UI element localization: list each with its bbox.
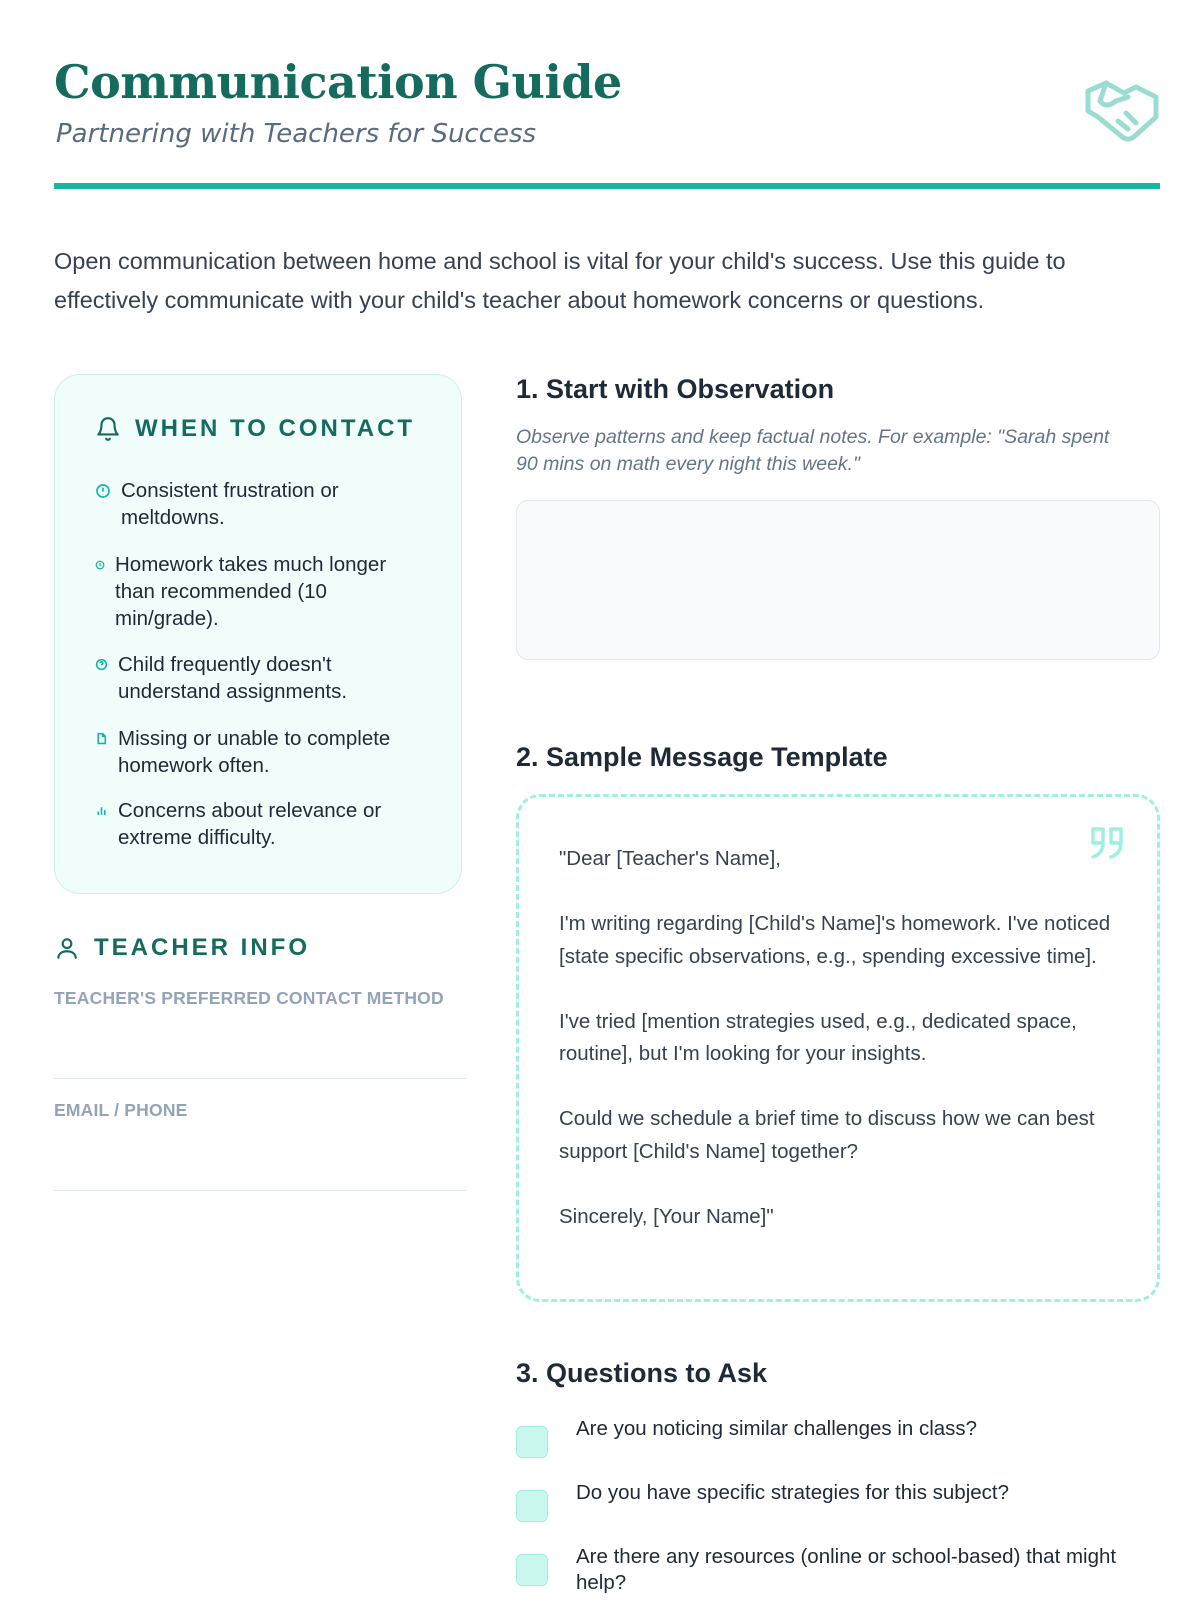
list-item xyxy=(95,551,425,651)
page xyxy=(54,0,1160,1600)
list-item-text: Consistent frustration or meltdowns. xyxy=(121,479,339,529)
header-divider xyxy=(54,183,1160,189)
teacher-info-heading-text: TEACHER INFO xyxy=(94,934,310,961)
list-item xyxy=(95,651,425,725)
file-icon xyxy=(95,732,108,745)
bell-icon xyxy=(95,416,121,442)
when-to-contact-card xyxy=(54,374,462,894)
email-phone-label: EMAIL / PHONE xyxy=(54,1100,188,1120)
alert-circle-icon xyxy=(95,483,111,499)
teacher-info-heading xyxy=(54,934,310,962)
question-checkbox[interactable] xyxy=(516,1554,548,1586)
questions-list xyxy=(516,1416,1160,1604)
list-item-text: Child frequently doesn't understand assignments. xyxy=(118,653,348,703)
question-text: Are you noticing similar challenges in class? xyxy=(576,1417,978,1440)
bar-chart-icon xyxy=(95,804,108,817)
question-item xyxy=(516,1480,1160,1544)
handshake-icon xyxy=(1084,77,1160,147)
page-subtitle: Partnering with Teachers for Success xyxy=(56,119,537,149)
list-item xyxy=(95,725,425,797)
question-text: Do you have specific strategies for this subject? xyxy=(576,1481,1009,1504)
questions-title: 3. Questions to Ask xyxy=(516,1358,768,1388)
message-template-box xyxy=(516,794,1160,1302)
template-title: 2. Sample Message Template xyxy=(516,742,888,772)
observation-notes-input[interactable] xyxy=(516,500,1160,660)
list-item xyxy=(95,797,425,857)
list-item-text: Concerns about relevance or extreme difficulty. xyxy=(118,799,382,849)
observation-hint: Observe patterns and keep factual notes. For example: "Sarah spent 90 mins on math every night this week." xyxy=(516,426,1110,475)
list-item-text: Homework takes much longer than recommended (10 min/grade). xyxy=(115,553,387,630)
question-item xyxy=(516,1416,1160,1480)
question-item xyxy=(516,1544,1160,1604)
help-circle-icon xyxy=(95,658,108,671)
observation-title: 1. Start with Observation xyxy=(516,374,835,404)
contact-method-input[interactable] xyxy=(54,1036,466,1079)
list-item xyxy=(95,477,425,551)
question-checkbox[interactable] xyxy=(516,1490,548,1522)
question-text: Are there any resources (online or school-based) that might help? xyxy=(576,1545,1117,1594)
contact-method-label: TEACHER'S PREFERRED CONTACT METHOD xyxy=(54,988,444,1008)
when-to-contact-list xyxy=(95,477,425,857)
when-to-contact-heading xyxy=(95,415,415,443)
header xyxy=(54,55,1160,187)
clock-icon xyxy=(95,560,105,570)
email-phone-input[interactable] xyxy=(54,1148,466,1191)
list-item-text: Missing or unable to complete homework often. xyxy=(118,727,391,777)
question-checkbox[interactable] xyxy=(516,1426,548,1458)
message-template-text: "Dear [Teacher's Name], I'm writing regarding [Child's Name]'s homework. I've noticed [state specific observations, e.g., spending excessive time]. I've tried [mention strategies used, e.g., dedicated space, routine], but I'm looking for your insights. Could we schedule a brief time to discuss how we can best support [Child's Name] together? Sincerely, [Your Name]" xyxy=(559,847,1111,1228)
intro-text: Open communication between home and school is vital for your child's success. Use this guide to effectively communicate with your child's teacher about homework concerns or questions. xyxy=(54,248,1066,313)
page-title: Communication Guide xyxy=(54,55,622,109)
when-to-contact-heading-text: WHEN TO CONTACT xyxy=(135,415,416,442)
user-icon xyxy=(54,935,80,961)
